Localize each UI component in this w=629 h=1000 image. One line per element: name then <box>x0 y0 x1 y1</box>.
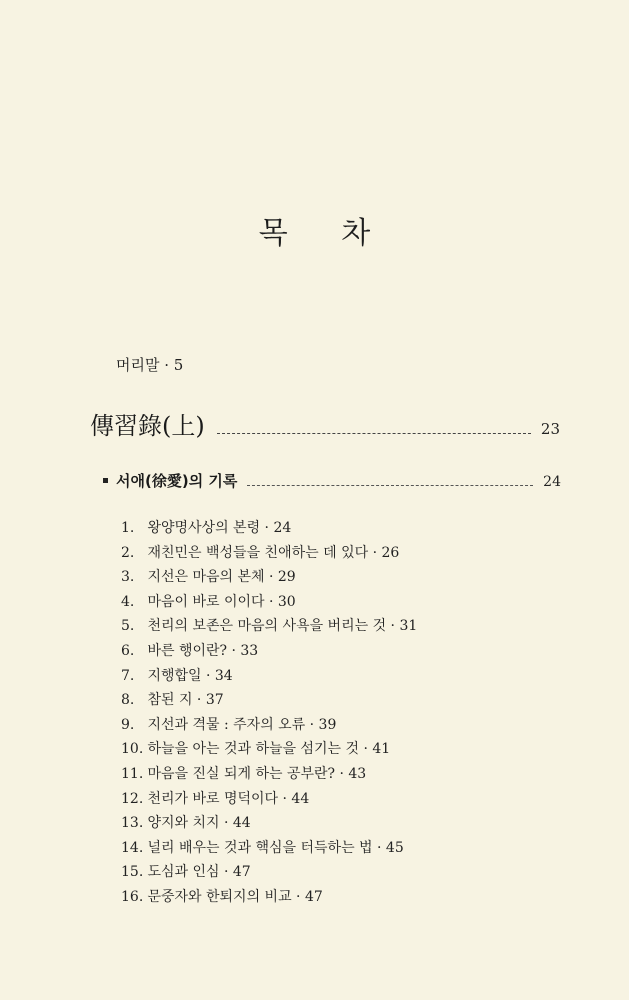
toc-entry-number: 1. <box>121 520 135 536</box>
toc-entry-list <box>121 516 417 910</box>
toc-entry <box>121 713 417 738</box>
toc-entry-text: 왕양명사상의 본령 · 24 <box>147 520 292 536</box>
chapter-title: 서애(徐愛)의 기록 <box>116 472 238 490</box>
toc-entry <box>121 565 417 590</box>
toc-entry-number: 2. <box>121 544 135 561</box>
chapter-heading <box>103 470 561 491</box>
toc-entry-number: 6. <box>121 642 135 659</box>
page-title: 목 차 <box>258 216 393 251</box>
toc-entry-text: 문중자와 한퇴지의 비교 · 47 <box>147 888 323 905</box>
toc-entry-number: 14. <box>121 839 144 856</box>
toc-entry-text: 천리가 바로 명덕이다 · 44 <box>147 790 310 807</box>
toc-entry-number: 9. <box>121 716 135 733</box>
square-bullet-icon <box>103 478 108 483</box>
toc-entry-number: 3. <box>121 569 135 586</box>
toc-entry-number: 5. <box>121 618 135 635</box>
toc-entry <box>121 762 417 787</box>
toc-entry-text: 재친민은 백성들을 친애하는 데 있다 · 26 <box>147 544 400 561</box>
toc-entry-number: 8. <box>121 692 135 709</box>
toc-entry-text: 마음이 바로 이이다 · 30 <box>147 593 296 610</box>
part-page-number: 23 <box>540 420 560 438</box>
toc-entry-text: 바른 행이란? · 33 <box>147 642 259 659</box>
toc-entry <box>121 614 417 639</box>
toc-entry <box>121 590 417 615</box>
toc-entry <box>121 787 417 812</box>
toc-entry <box>121 639 417 664</box>
toc-entry-text: 널리 배우는 것과 핵심을 터득하는 법 · 45 <box>147 839 404 856</box>
toc-entry <box>121 516 417 541</box>
toc-entry <box>121 541 417 566</box>
toc-entry-text: 도심과 인심 · 47 <box>147 864 251 881</box>
toc-entry-text: 지선과 격물 : 주자의 오류 · 39 <box>147 716 337 733</box>
toc-entry <box>121 836 417 861</box>
toc-entry <box>121 664 417 689</box>
toc-entry <box>121 885 417 910</box>
toc-entry-number: 4. <box>121 593 135 610</box>
toc-entry-text: 참된 지 · 37 <box>147 692 224 709</box>
toc-entry <box>121 860 417 885</box>
toc-entry-text: 천리의 보존은 마음의 사욕을 버리는 것 · 31 <box>147 618 418 635</box>
dot-leader <box>217 432 531 434</box>
toc-entry-text: 지선은 마음의 본체 · 29 <box>147 569 296 586</box>
preface-entry: 머리말 · 5 <box>116 356 184 374</box>
toc-entry-text: 양지와 치지 · 44 <box>147 815 251 832</box>
toc-entry-text: 하늘을 아는 것과 하늘을 섬기는 것 · 41 <box>147 741 391 758</box>
toc-entry-number: 10. <box>121 741 144 758</box>
toc-entry-number: 16. <box>121 888 144 905</box>
toc-entry <box>121 688 417 713</box>
toc-entry-text: 지행합일 · 34 <box>147 667 233 684</box>
dot-leader <box>247 484 533 486</box>
toc-entry <box>121 811 417 836</box>
toc-entry <box>121 737 417 762</box>
toc-entry-number: 11. <box>121 765 144 782</box>
toc-entry-number: 15. <box>121 864 144 881</box>
toc-entry-number: 12. <box>121 790 144 807</box>
toc-entry-number: 13. <box>121 815 144 832</box>
toc-entry-text: 마음을 진실 되게 하는 공부란? · 43 <box>147 765 367 782</box>
part-heading <box>90 406 560 441</box>
toc-entry-number: 7. <box>121 667 135 684</box>
chapter-page-number: 24 <box>543 474 561 490</box>
part-title: 傳習錄(上) <box>90 412 205 440</box>
